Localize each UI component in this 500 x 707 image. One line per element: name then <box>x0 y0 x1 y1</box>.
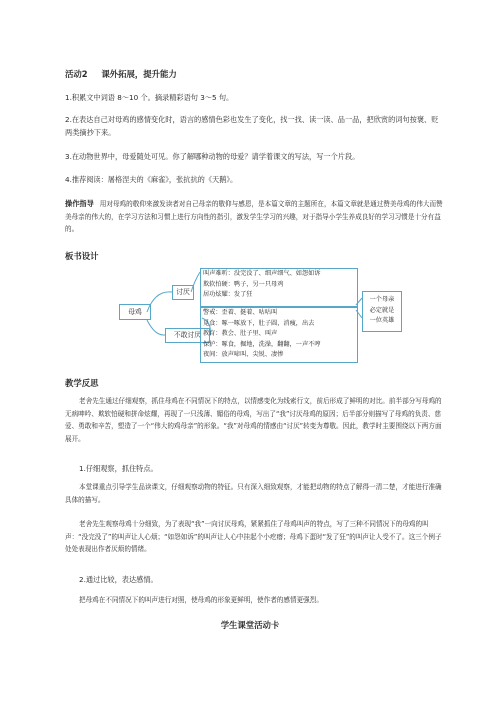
reflection-point-2: 2.通过比较，表达感情。 <box>79 575 158 584</box>
board-center-node: 母鸡 <box>119 304 151 320</box>
board-notdislike-line: 夜间：放声啼叫、尖锐、凄惨 <box>203 351 284 359</box>
board-notdislike-line: 教育：教会、肚子里、叫声 <box>203 330 278 338</box>
board-notdislike-line: 警戒：歪着、挺着、咕咕叫 <box>203 309 278 316</box>
activity-card-title: 学生课堂活动卡 <box>220 620 280 630</box>
activity-item-4: 4.推荐阅读：屠格涅夫的《麻雀》，张抗抗的《天鹅》。 <box>65 175 238 184</box>
activity-item-3: 3.在动物世界中，母爱随处可见。你了解哪种动物的母爱？请学着课文的写法，写一个片段。 <box>65 152 360 161</box>
guide-text: 用对母鸡的敬仰来激发读者对自己母亲的敬仰与感恩，是本篇文章的主题所在，本篇文章就是通过赞美母鸡的伟大而赞美母亲的伟大的，在学习方法和习惯上进行方向性的指引，激发学生学习的兴趣，对于指导小学生养成良好的学习习惯是十分有益的。 <box>65 200 443 233</box>
board-conclusion-line: 一个母亲 <box>369 296 395 303</box>
reflection-paragraph-1: 老舍先生通过仔细观察，抓住母鸡在不同情况下的特点，以情感变化为线索行文，前后形成了鲜明的对比。前半部分写母鸡的无病呻吟、欺软怕硬和拼命炫耀，再现了一只浅薄、媚俗的母鸡，写出了“我”讨厌母鸡的原因；后半部分则描写了母鸡的负责、慈爱、勇敢和辛苦，塑造了一个“伟大的鸡母亲”的形象。“我”对母鸡的情感由“讨厌”转变为尊敬。因此，教学时主要围绕以下两方面展开。 <box>65 397 442 443</box>
board-dislike-line: 居功炫耀：发了狂 <box>203 291 253 299</box>
activity-title-prefix: 活动2 <box>65 69 88 79</box>
activity-title-main: 课外拓展，提升能力 <box>101 69 177 79</box>
board-branch-dislike: 讨厌 <box>172 285 194 300</box>
board-dislike-line: 叫声难听：没完没了、细声细气、如怨如诉 <box>203 270 321 277</box>
reflection-paragraph-4: 把母鸡在不同情况下的叫声进行对照，使母鸡的形象更鲜明，使作者的感情更强烈。 <box>79 596 323 604</box>
reflection-heading: 教学反思 <box>65 378 99 388</box>
reflection-point-1: 1.仔细观察，抓住特点。 <box>79 464 158 473</box>
board-dislike-line: 欺软怕硬：鸭子，另一只母鸡 <box>203 280 284 288</box>
board-conclusion-line: 一位英雄 <box>369 317 395 325</box>
reflection-paragraph-3: 老舍先生观察母鸡十分细致，为了表现“我”一向讨厌母鸡，紧紧抓住了母鸡叫声的特点，写了三种不同情况下的母鸡的叫声：“没完没了”的叫声让人心烦；“如怨如诉”的叫声让人心中挂起个小疙瘩；母鸡下蛋时“发了狂”的叫声让人受不了。这三个例子处处表现出作者厌烦的情绪。 <box>65 520 442 553</box>
board-conclusion-line: 必定就是 <box>369 306 395 314</box>
board-branch-notdislike: 不敢讨厌 <box>165 328 210 343</box>
board-notdislike-box <box>200 307 358 363</box>
board-dislike-box <box>200 268 358 307</box>
activity-item-1: 1.积累文中词语 8～10 个。摘录精彩语句 3～5 句。 <box>65 93 234 102</box>
board-notdislike-line: 觅食：啄一啄放下，肚子圆，消瘦，出去 <box>203 319 315 327</box>
board-heading: 板书设计 <box>65 251 99 261</box>
board-conclusion-box <box>362 291 402 332</box>
activity-item-2: 2.在表达自己对母鸡的感情变化时，语言的感情色彩也发生了变化，找一找、读一读、品一品，把欣赏的词句按褒、贬两类摘抄下来。 <box>65 115 439 137</box>
reflection-paragraph-2: 本堂课重点引导学生品读课文，仔细观察动物的特征。只有深入细致观察，才能把动物的特点了解得一清二楚，才能进行准确具体的描写。 <box>65 483 442 504</box>
board-notdislike-line: 保护：啄食，掘地，洗澡，翻翻，一声不哼 <box>203 340 321 348</box>
guide-label: 操作指导 <box>65 199 94 208</box>
